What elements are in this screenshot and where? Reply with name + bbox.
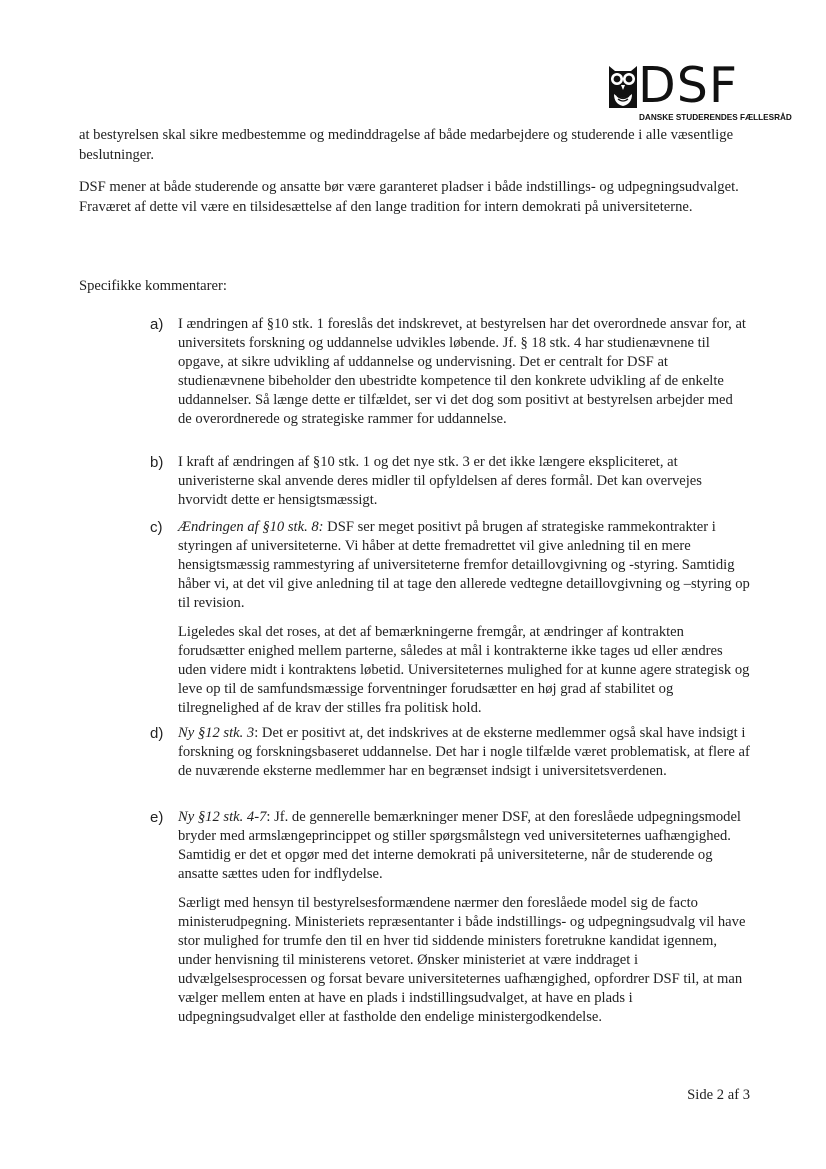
- dsf-logo: [606, 57, 792, 126]
- list-item-b: [150, 453, 750, 510]
- list-item-extra: Særligt med hensyn til bestyrelsesformændene nærmer den foreslåede model sig de facto ministerudpegning. Ministeriets repræsentanter i både indstillings- og udpegningsudvalg vil have stor mulighed for trumfe den til en hver tid siddende ministers foretrukne kandidat igennem, under henvisning til ministerens vetoret. Ønsker ministeriet at være inddraget i udvælgelsesprocessen og forsat bevare universiteternes uafhængighed, opfordrer DSF til, at man vælger mellem enten at have en plads i indstillingsudvalget, at have en plads i udpegningsudvalget eller at fastholde den endelige ministergodkendelse.: [178, 895, 746, 1025]
- intro-paragraph-1: at bestyrelsen skal sikre medbestemme og medinddragelse af både medarbejdere og studerende i alle væsentlige beslutninger.: [79, 127, 734, 163]
- owl-icon: [606, 62, 640, 112]
- logo-subtitle: DANSKE STUDERENDES FÆLLESRÅD: [639, 113, 792, 122]
- list-item-letter: d): [150, 725, 164, 742]
- page-number: Side 2 af 3: [687, 1087, 750, 1103]
- list-item-letter: b): [150, 454, 164, 471]
- list-item-lead: Ændringen af §10 stk. 8:: [178, 519, 324, 535]
- list-item-extra: Ligeledes skal det roses, at det af bemærkningerne fremgår, at ændringer af kontrakten forudsætter enighed mellem parterne, således at mål i kontrakterne ikke tages ud eller ændres uden videre midt i kontraktens løbetid. Universiteternes mulighed for at kunne agere strategisk og leve op til de samfundsmæssige forventninger forudsætter en høj grad af stabilitet og tilregnelighed af de krav der stilles fra politisk hold.: [178, 624, 750, 716]
- list-item-e: [150, 808, 750, 1027]
- list-item-text: I kraft af ændringen af §10 stk. 1 og det nye stk. 3 er det ikke længere ekspliciteret, at univeristerne skal anvende deres midler til opfyldelsen af deres formål. Det kan overvejes hvorvidt dette er hensigtsmæssigt.: [178, 454, 702, 508]
- list-item-lead: Ny §12 stk. 3: [178, 725, 255, 741]
- list-item-letter: a): [150, 316, 164, 333]
- section-heading: Specifikke kommentarer:: [79, 278, 227, 294]
- intro-paragraph-2: DSF mener at både studerende og ansatte bør være garanteret pladser i både indstillings- og udpegningsudvalget. Fraværet af dette vil være en tilsidesættelse af den lange tradition for intern demokrati på universiteterne.: [79, 179, 739, 215]
- list-item-lead: Ny §12 stk. 4-7: [178, 809, 267, 825]
- list-item-letter: c): [150, 519, 163, 536]
- logo-text: DSF: [638, 57, 739, 114]
- list-item-text: DSF ser meget positivt på brugen af strategiske rammekontrakter i styringen af universiteterne. Vi håber at dette fremadrettet vil give anledning til en mere hensigtsmæssig rammestyring af universiteterne fremfor detaillovgivning og -styring. Samtidig håber vi, at det vil give anledning til at tage den allerede vedtegne detaillovgivning og –styring op til revision.: [178, 519, 750, 611]
- list-item-text: I ændringen af §10 stk. 1 foreslås det indskrevet, at bestyrelsen har det overordnede ansvar for, at universitets forskning og uddannelse udvikles løbende. Jf. § 18 stk. 4 har studienævnene til opgave, at sikre udvikling af uddannelse og undervisning. Det er centralt for DSF at studienævnene bibeholder den ubestridte kompetence til den konkrete udvikling af de enkelte uddannelser. Så længe dette er tilfældet, ser vi det dog som positivt at bestyrelsen arbejder med de overordnerede og strategiske rammer for uddannelse.: [178, 316, 746, 427]
- list-item-text: : Det er positivt at, det indskrives at de eksterne medlemmer også skal have indsigt i forskning og forskningsbaseret uddannelse. Det har i nogle tilfælde været problematisk, at flere af de nuværende eksterne medlemmer har en begrænset indsigt i universitetsverdenen.: [178, 725, 750, 779]
- list-item-text: : Jf. de gennerelle bemærkninger mener DSF, at den foreslåede udpegningsmodel bryder med armslængeprincippet og stiller spørgsmålstegn ved universiteternes uafhængighed. Samtidig er det et opgør med det interne demokrati på universiteterne, når de studerende og ansatte sættes uden for indflydelse.: [178, 809, 741, 882]
- list-item-c: [150, 518, 750, 718]
- list-item-d: [150, 724, 750, 781]
- list-item-letter: e): [150, 809, 164, 826]
- list-item-a: [150, 315, 750, 429]
